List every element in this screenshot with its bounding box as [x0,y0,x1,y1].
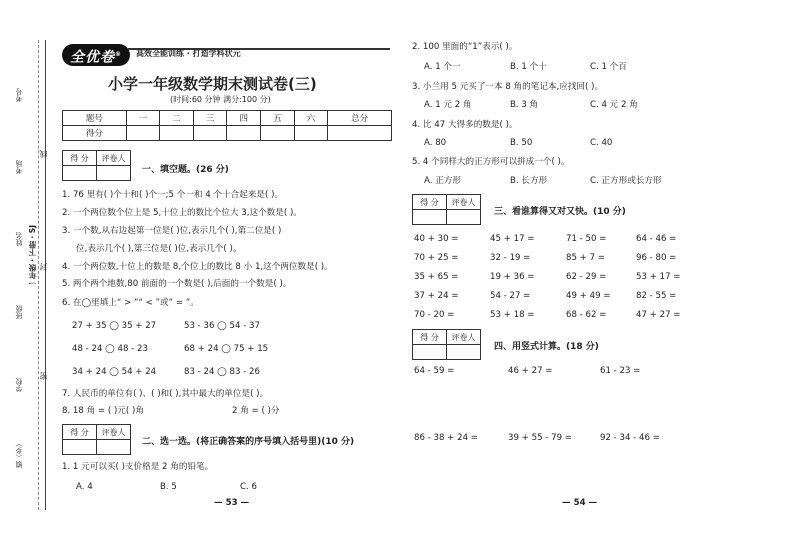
scorebox-grader-label: 评卷人 [97,425,131,440]
brand-logo: 全优卷® [62,44,130,66]
vertical-calc-item: 86 - 38 + 24 = [414,433,478,443]
binding-dash-line [38,40,39,510]
score-table-score-row [63,126,392,141]
s2-question-4: 4. 比 47 大得多的数是( )。 [412,120,518,130]
s2-q5-option-b: B. 长方形 [510,176,548,186]
s1-question-6: 6. 在◯里填上“ > ”“ < ”或“ = ”。 [62,298,199,308]
calc-item: 53 + 18 = [490,310,535,320]
score-cell[interactable] [227,126,261,141]
s2-q4-option-b: B. 50 [510,138,533,148]
margin-line-char: 线 [39,150,48,158]
s2-q5-option-c: C. 正方形或长方形 [590,176,662,186]
s2-q3-option-b: B. 3 角 [510,100,539,110]
margin-binding-char: 密 [39,372,48,380]
s1-question-5: 5. 两个两个地数,80 前面的一个数是( ),后面的一个数是( )。 [62,279,292,289]
page-title: 小学一年级数学期末测试卷(三) [108,75,317,93]
scorebox-grader-label: 评卷人 [447,330,481,345]
score-header: 一 [126,111,160,126]
compare-item: 27 + 35 ◯ 35 + 27 [72,321,157,331]
calc-item: 32 - 19 = [490,253,531,263]
s2-question-3: 3. 小兰用 5 元买了一本 8 角的笔记本,应找回( )。 [412,82,604,92]
vertical-calc-item: 46 + 27 = [508,366,553,376]
scorebox-score-cell[interactable] [413,345,447,360]
calc-item: 45 + 17 = [490,234,535,244]
score-table [62,110,392,141]
score-header: 总分 [328,111,392,126]
calc-item: 40 + 30 = [414,234,459,244]
calc-item: 54 - 27 = [490,291,531,301]
scorebox-score-label: 得 分 [63,151,97,166]
scorebox-grader-cell[interactable] [97,440,131,455]
compare-item: 34 + 24 ◯ 54 + 24 [72,367,157,377]
s1-question-8a: 8. 18 角 = ( )元( )角 [62,406,144,416]
margin-grade: 一年级 · 下册 · SJ [28,225,37,287]
margin-border [45,40,46,510]
margin-exam-no: 考号 [15,88,23,102]
scorebox-score-cell[interactable] [413,210,447,225]
section1-title: 一、填空题。(26 分) [142,165,229,175]
s1-question-2: 2. 一个两位数个位上是 5,十位上的数比个位大 3,这个数是( )。 [62,208,302,218]
margin-school: 学校 [15,378,23,392]
score-header: 六 [294,111,328,126]
score-header: 三 [193,111,227,126]
vertical-calc-item: 64 - 59 = [414,366,455,376]
section3-title: 三、看谁算得又对又快。(10 分) [494,207,626,217]
score-table-header-row [63,111,392,126]
scorebox-grader-cell[interactable] [447,345,481,360]
calc-item: 82 - 55 = [636,291,677,301]
score-cell[interactable] [328,126,392,141]
score-cell[interactable] [160,126,194,141]
scorebox-grader-cell[interactable] [97,166,131,181]
page-number-right: — 54 — [562,498,598,508]
section1-scorebox [62,150,131,181]
s1-question-4: 4. 一个两位数,十位上的数是 8,个位上的数比 8 小 1,这个两位数是( )。 [62,262,333,272]
s1-question-7: 7. 人民币的单位有( )、( )和( ),其中最大的单位是( )。 [62,389,269,399]
calc-item: 47 + 27 = [636,310,681,320]
s1-question-8b: 2 角 = ( )分 [232,406,280,416]
calc-item: 19 + 36 = [490,272,535,282]
margin-exam-room: 考场 [15,160,23,174]
scorebox-score-label: 得 分 [413,330,447,345]
calc-item: 70 - 20 = [414,310,455,320]
s2-q3-option-c: C. 4 元 2 角 [590,100,638,110]
score-cell[interactable] [193,126,227,141]
section2-scorebox [62,424,131,455]
score-row-label: 得分 [63,126,127,141]
s2-question-1: 1. 1 元可以买( )支价格是 2 角的铅笔。 [62,462,214,472]
calc-item: 35 + 65 = [414,272,459,282]
s1-question-3a: 3. 一个数,从右边起第一位是( )位,表示几个( ),第二位是( ) [62,226,282,236]
score-cell[interactable] [294,126,328,141]
s2-q1-option-a: A. 4 [76,482,93,492]
page-subtitle: (时间:60 分钟 满分:100 分) [170,95,271,104]
vertical-calc-item: 92 - 34 - 46 = [600,433,660,443]
s2-q4-option-c: C. 40 [590,138,613,148]
scorebox-score-cell[interactable] [63,440,97,455]
section4-title: 四、用竖式计算。(18 分) [494,342,599,352]
s2-question-5: 5. 4 个同样大的正方形可以拼成一个( )。 [412,157,570,167]
vertical-calc-item: 39 + 55 - 79 = [508,433,572,443]
calc-item: 37 + 24 = [414,291,459,301]
score-header: 题号 [63,111,127,126]
s2-q2-option-b: B. 1 个十 [510,62,547,72]
s2-question-2: 2. 100 里面的“1”表示( )。 [412,42,518,52]
brand-slogan: 高效全能训练 · 打造学科状元 [136,49,241,58]
s1-question-3b: 位,表示几个( ),第三位是( )位,表示几个( )。 [76,244,242,254]
s2-q1-option-c: C. 6 [240,482,257,492]
margin-town: 镇（乡） [15,440,23,468]
section2-title: 二、选一选。(将正确答案的序号填入括号里)(10 分) [142,437,355,447]
scorebox-score-label: 得 分 [63,425,97,440]
compare-item: 48 - 24 ◯ 48 - 23 [72,344,148,354]
margin-seal-char: 封 [39,263,48,271]
section3-scorebox [412,194,481,225]
margin-class: 班级 [15,305,23,319]
calc-item: 70 + 25 = [414,253,459,263]
s2-q4-option-a: A. 80 [424,138,447,148]
scorebox-grader-label: 评卷人 [97,151,131,166]
s1-question-1: 1. 76 里有( )个十和( )个一;5 个一和 4 个十合起来是( )。 [62,190,284,200]
vertical-calc-item: 61 - 23 = [600,366,641,376]
score-cell[interactable] [261,126,295,141]
scorebox-grader-cell[interactable] [447,210,481,225]
score-header: 五 [261,111,295,126]
calc-item: 96 - 80 = [636,253,677,263]
score-cell[interactable] [126,126,160,141]
compare-item: 68 + 24 ◯ 75 + 15 [184,344,269,354]
scorebox-score-cell[interactable] [63,166,97,181]
calc-item: 49 + 49 = [566,291,611,301]
calc-item: 62 - 29 = [566,272,607,282]
page-number-left: — 53 — [214,498,250,508]
scorebox-grader-label: 评卷人 [447,195,481,210]
compare-item: 83 - 24 ◯ 83 - 26 [184,367,260,377]
calc-item: 71 - 50 = [566,234,607,244]
s2-q1-option-b: B. 5 [160,482,177,492]
calc-item: 85 + 7 = [566,253,605,263]
score-header: 二 [160,111,194,126]
calc-item: 53 + 17 = [636,272,681,282]
compare-item: 53 - 36 ◯ 54 - 37 [184,321,260,331]
scorebox-score-label: 得 分 [413,195,447,210]
score-header: 四 [227,111,261,126]
margin-name: 姓名 [15,232,23,246]
section4-scorebox [412,329,481,360]
s2-q5-option-a: A. 正方形 [424,176,461,186]
s2-q2-option-c: C. 1 个百 [590,62,627,72]
calc-item: 64 - 46 = [636,234,677,244]
s2-q2-option-a: A. 1 个一 [424,62,461,72]
s2-q3-option-a: A. 1 元 2 角 [424,100,472,110]
calc-item: 68 - 62 = [566,310,607,320]
